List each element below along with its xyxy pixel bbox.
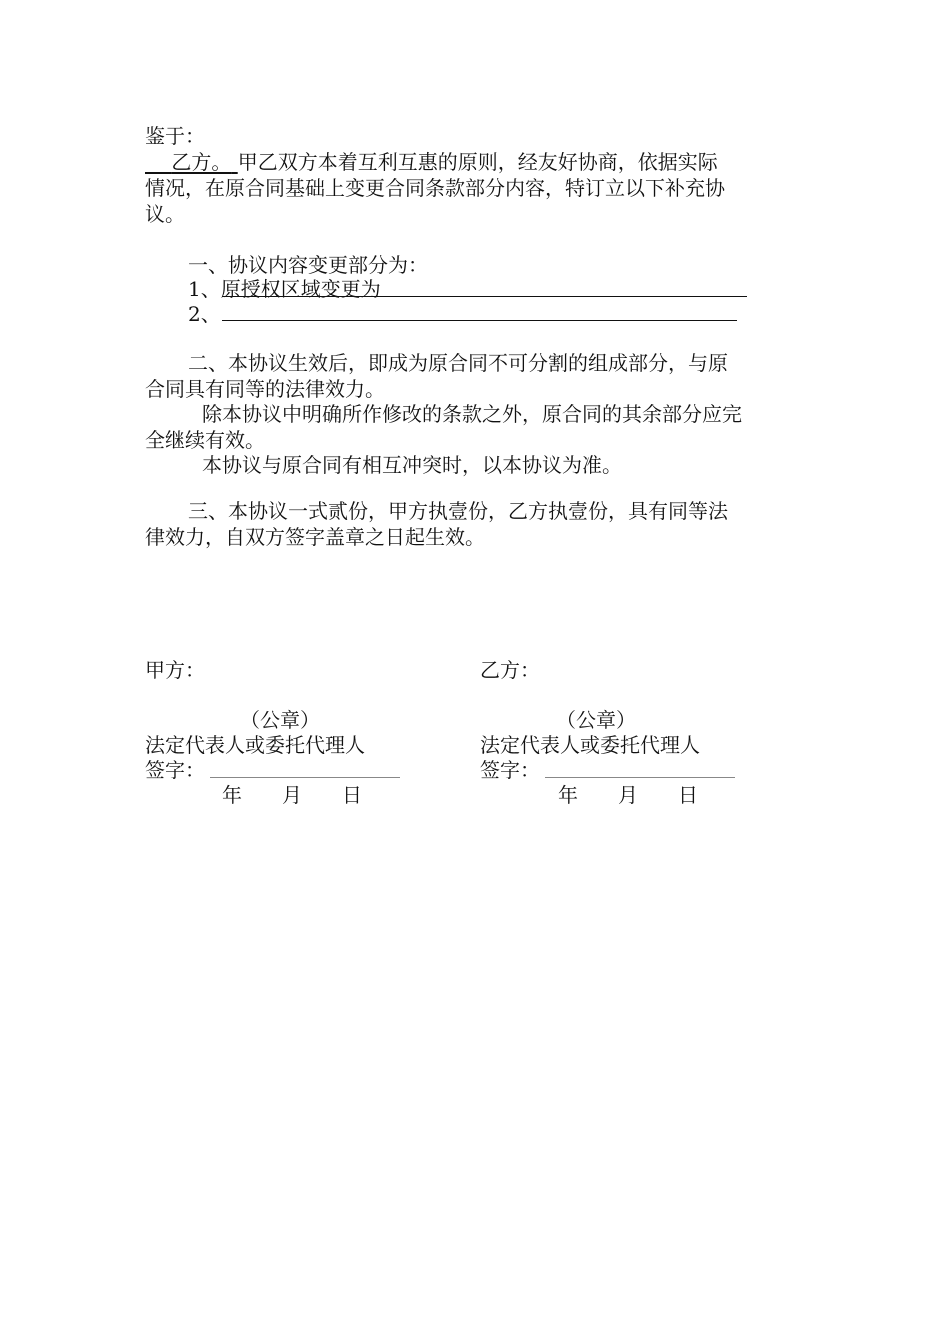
section2-line1: 二、本协议生效后，即成为原合同不可分割的组成部分，与原 xyxy=(188,351,728,375)
section3-line2: 律效力，自双方签字盖章之日起生效。 xyxy=(145,525,485,549)
party-b-label: 乙方： xyxy=(480,658,540,682)
party-b-representative: 法定代表人或委托代理人 xyxy=(480,733,700,757)
party-a-signature-line xyxy=(210,777,400,778)
section2-line5: 本协议与原合同有相互冲突时，以本协议为准。 xyxy=(202,453,622,477)
party-b-date: 年 月 日 xyxy=(558,783,698,807)
section1-title: 一、协议内容变更部分为： xyxy=(188,253,428,277)
party-a-representative: 法定代表人或委托代理人 xyxy=(145,733,365,757)
party-a-seal: （公章） xyxy=(240,708,320,732)
party-a-label: 甲方： xyxy=(145,658,205,682)
party-b-sign-label: 签字： xyxy=(480,758,540,782)
intro-para-line2: 情况，在原合同基础上变更合同条款部分内容，特订立以下补充协 xyxy=(145,176,725,200)
party-a-sign-label: 签字： xyxy=(145,758,205,782)
section1-item1 xyxy=(188,276,381,302)
section2-line4: 全继续有效。 xyxy=(145,428,265,452)
item1-blank-line xyxy=(222,296,747,297)
item2-blank-line xyxy=(222,320,737,321)
item1-text: 原授权区域变更为 xyxy=(220,277,381,301)
item2-number: 2、 xyxy=(188,302,221,326)
section3-line1: 三、本协议一式贰份，甲方执壹份，乙方执壹份，具有同等法 xyxy=(188,499,728,523)
party-b-signature-line xyxy=(545,777,735,778)
party-b-reference: 乙方。 xyxy=(171,150,232,174)
party-b-seal: （公章） xyxy=(556,708,636,732)
party-a-date: 年 月 日 xyxy=(222,783,362,807)
section2-line3: 除本协议中明确所作修改的条款之外，原合同的其余部分应完 xyxy=(202,402,742,426)
item1-number: 1、 xyxy=(188,277,221,301)
intro-para-line1 xyxy=(145,149,718,175)
intro-para-line3: 议。 xyxy=(145,202,185,226)
intro-para-line1-text: 甲乙双方本着互利互惠的原则，经友好协商，依据实际 xyxy=(237,150,718,174)
intro-heading: 鉴于： xyxy=(145,124,205,148)
section2-line2: 合同具有同等的法律效力。 xyxy=(145,377,385,401)
